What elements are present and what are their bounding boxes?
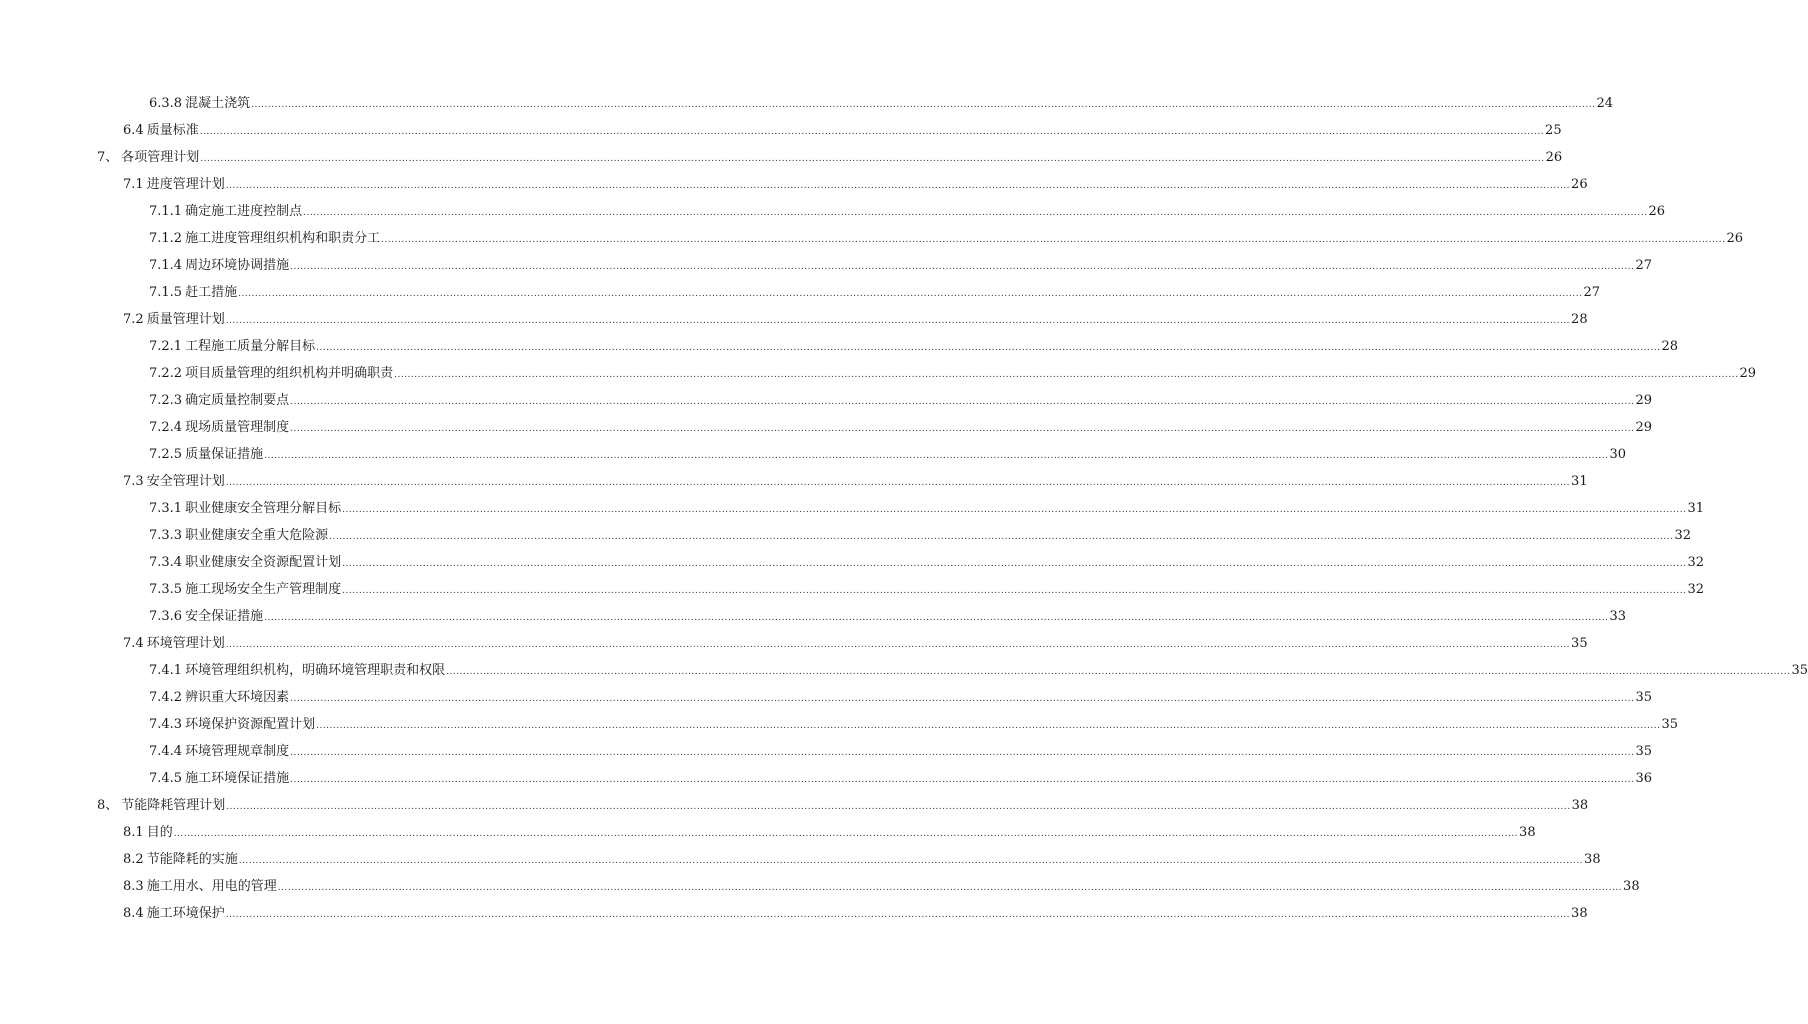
toc-dot-leader: ................................................................................................................................................................................................................................................................................................................................................................................................................ <box>264 613 1609 623</box>
toc-entry-page-number: 28 <box>1571 312 1588 327</box>
toc-entry-page-number: 31 <box>1687 501 1704 516</box>
toc-entry-page-number: 35 <box>1661 717 1678 732</box>
toc-entry-title: 施工环境保护 <box>146 906 225 921</box>
toc-dot-leader: ................................................................................................................................................................................................................................................................................................................................................................................................................ <box>290 748 1635 758</box>
toc-entry-title: 施工用水、用电的管理 <box>146 879 277 894</box>
toc-entry-page-number: 29 <box>1635 393 1652 408</box>
toc-entry-number: 7.2 <box>123 312 144 327</box>
toc-entry-page-number: 26 <box>1571 177 1588 192</box>
toc-entry[interactable] <box>0 441 1626 468</box>
toc-entry-page-number: 25 <box>1545 123 1562 138</box>
toc-entry-title: 职业健康安全重大危险源 <box>185 528 329 543</box>
toc-entry[interactable] <box>0 711 1678 738</box>
toc-entry-title: 混凝土浇筑 <box>185 96 251 111</box>
toc-entry-page-number: 35 <box>1791 663 1808 678</box>
toc-entry-title: 周边环境协调措施 <box>185 258 290 273</box>
toc-entry-title: 质量保证措施 <box>185 447 264 462</box>
toc-entry[interactable] <box>0 225 1743 252</box>
toc-entry-title: 确定质量控制要点 <box>185 393 290 408</box>
toc-entry-title: 环境保护资源配置计划 <box>185 717 316 732</box>
toc-dot-leader: ................................................................................................................................................................................................................................................................................................................................................................................................................ <box>225 910 1571 920</box>
toc-entry[interactable] <box>0 738 1652 765</box>
toc-entry-number: 7.3.1 <box>149 501 183 516</box>
toc-entry-page-number: 32 <box>1687 582 1704 597</box>
toc-entry-number: 7.4.5 <box>149 771 183 786</box>
toc-dot-leader: ................................................................................................................................................................................................................................................................................................................................................................................................................ <box>446 667 1791 677</box>
toc-entry-title: 目的 <box>146 825 173 840</box>
toc-dot-leader: ................................................................................................................................................................................................................................................................................................................................................................................................................ <box>290 397 1635 407</box>
toc-entry[interactable] <box>0 387 1652 414</box>
toc-entry[interactable] <box>0 549 1704 576</box>
toc-dot-leader: ................................................................................................................................................................................................................................................................................................................................................................................................................ <box>225 478 1571 488</box>
toc-entry-page-number: 35 <box>1635 744 1652 759</box>
toc-entry-page-number: 38 <box>1623 879 1640 894</box>
toc-entry-page-number: 36 <box>1635 771 1652 786</box>
toc-entry[interactable] <box>0 306 1588 333</box>
toc-entry[interactable] <box>0 414 1652 441</box>
toc-entry[interactable] <box>0 522 1691 549</box>
toc-entry-title: 节能降耗管理计划 <box>121 798 226 813</box>
toc-entry-title: 辨识重大环境因素 <box>185 690 290 705</box>
toc-entry-number: 8.4 <box>123 906 144 921</box>
toc-entry-title: 项目质量管理的组织机构并明确职责 <box>185 366 394 381</box>
toc-entry-page-number: 38 <box>1584 852 1601 867</box>
toc-dot-leader: ................................................................................................................................................................................................................................................................................................................................................................................................................ <box>342 586 1687 596</box>
toc-dot-leader: ................................................................................................................................................................................................................................................................................................................................................................................................................ <box>342 559 1687 569</box>
toc-entry[interactable] <box>0 657 1808 684</box>
toc-entry[interactable] <box>0 630 1588 657</box>
toc-entry-title: 环境管理组织机构，明确环境管理职责和权限 <box>185 663 446 678</box>
toc-entry-number: 7.1.4 <box>149 258 183 273</box>
toc-entry-number: 7.3.3 <box>149 528 183 543</box>
toc-entry-page-number: 26 <box>1648 204 1665 219</box>
toc-dot-leader: ................................................................................................................................................................................................................................................................................................................................................................................................................ <box>200 154 1545 164</box>
toc-entry-page-number: 29 <box>1635 420 1652 435</box>
toc-entry[interactable] <box>0 495 1704 522</box>
toc-entry-number: 7.4.2 <box>149 690 183 705</box>
toc-entry-title: 施工进度管理组织机构和职责分工 <box>185 231 381 246</box>
toc-dot-leader: ................................................................................................................................................................................................................................................................................................................................................................................................................ <box>264 451 1609 461</box>
toc-dot-leader: ................................................................................................................................................................................................................................................................................................................................................................................................................ <box>238 856 1584 866</box>
toc-entry-title: 职业健康安全管理分解目标 <box>185 501 342 516</box>
toc-entry-page-number: 32 <box>1687 555 1704 570</box>
toc-entry[interactable] <box>0 873 1640 900</box>
toc-entry-number: 7.1.2 <box>149 231 183 246</box>
toc-entry[interactable] <box>0 117 1562 144</box>
toc-entry-page-number: 29 <box>1739 366 1756 381</box>
toc-dot-leader: ................................................................................................................................................................................................................................................................................................................................................................................................................ <box>173 829 1519 839</box>
toc-entry[interactable] <box>0 819 1536 846</box>
toc-entry-page-number: 27 <box>1635 258 1652 273</box>
toc-dot-leader: ................................................................................................................................................................................................................................................................................................................................................................................................................ <box>290 262 1635 272</box>
toc-entry-number: 7.4.1 <box>149 663 183 678</box>
toc-entry-number: 8.3 <box>123 879 144 894</box>
toc-dot-leader: ................................................................................................................................................................................................................................................................................................................................................................................................................ <box>226 802 1571 812</box>
toc-entry-title: 施工环境保证措施 <box>185 771 290 786</box>
toc-dot-leader: ................................................................................................................................................................................................................................................................................................................................................................................................................ <box>342 505 1687 515</box>
toc-dot-leader: ................................................................................................................................................................................................................................................................................................................................................................................................................ <box>290 775 1635 785</box>
toc-entry-number: 7.2.5 <box>149 447 183 462</box>
toc-entry-page-number: 27 <box>1583 285 1600 300</box>
toc-entry-number: 7.2.1 <box>149 339 183 354</box>
toc-entry-number: 7.2.4 <box>149 420 183 435</box>
toc-entry[interactable] <box>0 900 1588 927</box>
toc-entry-number: 7.3.6 <box>149 609 183 624</box>
toc-entry[interactable] <box>0 603 1626 630</box>
toc-entry-title: 工程施工质量分解目标 <box>185 339 316 354</box>
toc-entry-title: 现场质量管理制度 <box>185 420 290 435</box>
toc-dot-leader: ................................................................................................................................................................................................................................................................................................................................................................................................................ <box>290 694 1635 704</box>
toc-entry-number: 7.4.3 <box>149 717 183 732</box>
toc-entry-page-number: 30 <box>1609 447 1626 462</box>
toc-dot-leader: ................................................................................................................................................................................................................................................................................................................................................................................................................ <box>277 883 1623 893</box>
toc-entry-title: 环境管理计划 <box>146 636 225 651</box>
toc-entry-number: 7.1.5 <box>149 285 183 300</box>
toc-entry-title: 职业健康安全资源配置计划 <box>185 555 342 570</box>
toc-entry-page-number: 31 <box>1571 474 1588 489</box>
toc-entry-number: 7.3.4 <box>149 555 183 570</box>
toc-entry-page-number: 38 <box>1571 906 1588 921</box>
toc-entry-number: 7.1.1 <box>149 204 183 219</box>
toc-entry-page-number: 24 <box>1596 96 1613 111</box>
toc-entry-number: 7、 <box>97 150 119 165</box>
toc-entry-number: 7.2.2 <box>149 366 183 381</box>
toc-entry-page-number: 38 <box>1519 825 1536 840</box>
toc-entry-title: 施工现场安全生产管理制度 <box>185 582 342 597</box>
toc-entry-number: 7.4.4 <box>149 744 183 759</box>
toc-entry-page-number: 32 <box>1674 528 1691 543</box>
toc-entry[interactable] <box>0 252 1652 279</box>
toc-entry-title: 确定施工进度控制点 <box>185 204 303 219</box>
toc-dot-leader: ................................................................................................................................................................................................................................................................................................................................................................................................................ <box>303 208 1648 218</box>
toc-dot-leader: ................................................................................................................................................................................................................................................................................................................................................................................................................ <box>199 127 1545 137</box>
toc-entry[interactable] <box>0 144 1563 171</box>
toc-entry-title: 质量标准 <box>146 123 199 138</box>
toc-entry[interactable] <box>0 765 1652 792</box>
toc-entry-number: 7.3.5 <box>149 582 183 597</box>
toc-dot-leader: ................................................................................................................................................................................................................................................................................................................................................................................................................ <box>316 721 1661 731</box>
toc-entry-title: 节能降耗的实施 <box>146 852 238 867</box>
toc-entry-page-number: 33 <box>1609 609 1626 624</box>
toc-entry-number: 8.2 <box>123 852 144 867</box>
toc-entry[interactable] <box>0 90 1613 117</box>
toc-entry[interactable] <box>0 279 1600 306</box>
toc-entry-page-number: 26 <box>1726 231 1743 246</box>
toc-dot-leader: ................................................................................................................................................................................................................................................................................................................................................................................................................ <box>329 532 1674 542</box>
toc-entry[interactable] <box>0 576 1704 603</box>
toc-entry-number: 7.4 <box>123 636 144 651</box>
toc-entry-title: 各项管理计划 <box>121 150 200 165</box>
toc-dot-leader: ................................................................................................................................................................................................................................................................................................................................................................................................................ <box>225 181 1571 191</box>
toc-entry[interactable] <box>0 792 1589 819</box>
toc-entry-title: 进度管理计划 <box>146 177 225 192</box>
toc-entry-number: 7.3 <box>123 474 144 489</box>
toc-entry-number: 6.4 <box>123 123 144 138</box>
toc-entry[interactable] <box>0 468 1588 495</box>
toc-entry-title: 环境管理规章制度 <box>185 744 290 759</box>
toc-entry-page-number: 35 <box>1635 690 1652 705</box>
toc-dot-leader: ................................................................................................................................................................................................................................................................................................................................................................................................................ <box>225 316 1571 326</box>
toc-dot-leader: ................................................................................................................................................................................................................................................................................................................................................................................................................ <box>381 235 1726 245</box>
toc-dot-leader: ................................................................................................................................................................................................................................................................................................................................................................................................................ <box>394 370 1739 380</box>
toc-entry[interactable] <box>0 684 1652 711</box>
toc-entry-title: 安全管理计划 <box>146 474 225 489</box>
toc-dot-leader: ................................................................................................................................................................................................................................................................................................................................................................................................................ <box>251 100 1596 110</box>
toc-entry[interactable] <box>0 198 1665 225</box>
toc-entry-title: 质量管理计划 <box>146 312 225 327</box>
toc-entry-number: 8.1 <box>123 825 144 840</box>
toc-entry-page-number: 35 <box>1571 636 1588 651</box>
toc-entry-number: 7.2.3 <box>149 393 183 408</box>
toc-dot-leader: ................................................................................................................................................................................................................................................................................................................................................................................................................ <box>238 289 1583 299</box>
toc-dot-leader: ................................................................................................................................................................................................................................................................................................................................................................................................................ <box>225 640 1571 650</box>
toc-entry[interactable] <box>0 171 1588 198</box>
toc-entry[interactable] <box>0 360 1756 387</box>
toc-entry-number: 8、 <box>97 798 119 813</box>
toc-entry-number: 7.1 <box>123 177 144 192</box>
toc-entry[interactable] <box>0 846 1601 873</box>
toc-entry-page-number: 28 <box>1661 339 1678 354</box>
toc-entry[interactable] <box>0 333 1678 360</box>
toc-entry-page-number: 26 <box>1545 150 1563 165</box>
toc-entry-title: 赶工措施 <box>185 285 238 300</box>
toc-entry-number: 6.3.8 <box>149 96 183 111</box>
toc-dot-leader: ................................................................................................................................................................................................................................................................................................................................................................................................................ <box>316 343 1661 353</box>
toc-entry-page-number: 38 <box>1571 798 1589 813</box>
table-of-contents <box>0 90 1808 927</box>
toc-entry-title: 安全保证措施 <box>185 609 264 624</box>
toc-dot-leader: ................................................................................................................................................................................................................................................................................................................................................................................................................ <box>290 424 1635 434</box>
